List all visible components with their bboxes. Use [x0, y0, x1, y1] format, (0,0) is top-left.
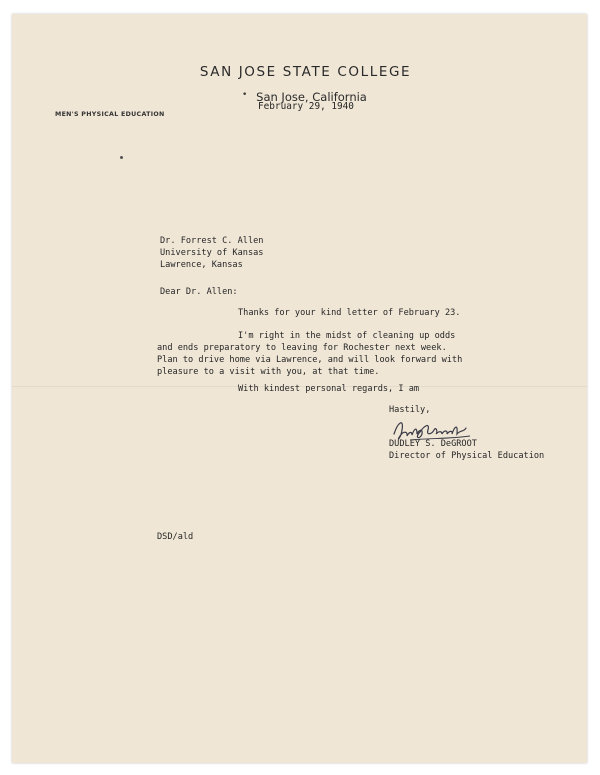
signer-title: Director of Physical Education: [389, 451, 545, 461]
paper-mark: [120, 156, 123, 159]
letterhead-institution: SAN JOSE STATE COLLEGE: [199, 64, 412, 80]
recipient-city: Lawrence, Kansas: [160, 260, 243, 270]
recipient-name: Dr. Forrest C. Allen: [160, 236, 264, 246]
body-paragraph-2-line-2: and ends preparatory to leaving for Rochester next week.: [157, 343, 447, 353]
letter-page: [12, 14, 587, 763]
body-paragraph-2-line-4: pleasure to a visit with you, at that time.: [157, 367, 380, 377]
salutation: Dear Dr. Allen:: [160, 287, 238, 297]
body-paragraph-2-line-3: Plan to drive home via Lawrence, and will look forward with: [157, 355, 463, 365]
reference-initials: DSD/ald: [157, 532, 194, 542]
recipient-organization: University of Kansas: [160, 248, 264, 258]
letterhead-location: San Jose, California: [256, 90, 367, 104]
body-paragraph-2-line-1: I'm right in the midst of cleaning up odds: [238, 331, 456, 341]
body-paragraph-1: Thanks for your kind letter of February 23.: [238, 308, 461, 318]
letterhead-department: MEN'S PHYSICAL EDUCATION: [55, 111, 165, 118]
closing: Hastily,: [389, 405, 431, 415]
letter-date: February 29, 1940: [258, 101, 354, 112]
signer-name: DUDLEY S. DeGROOT: [389, 439, 477, 449]
body-paragraph-3: With kindest personal regards, I am: [238, 384, 420, 394]
bullet-icon: •: [242, 90, 248, 100]
